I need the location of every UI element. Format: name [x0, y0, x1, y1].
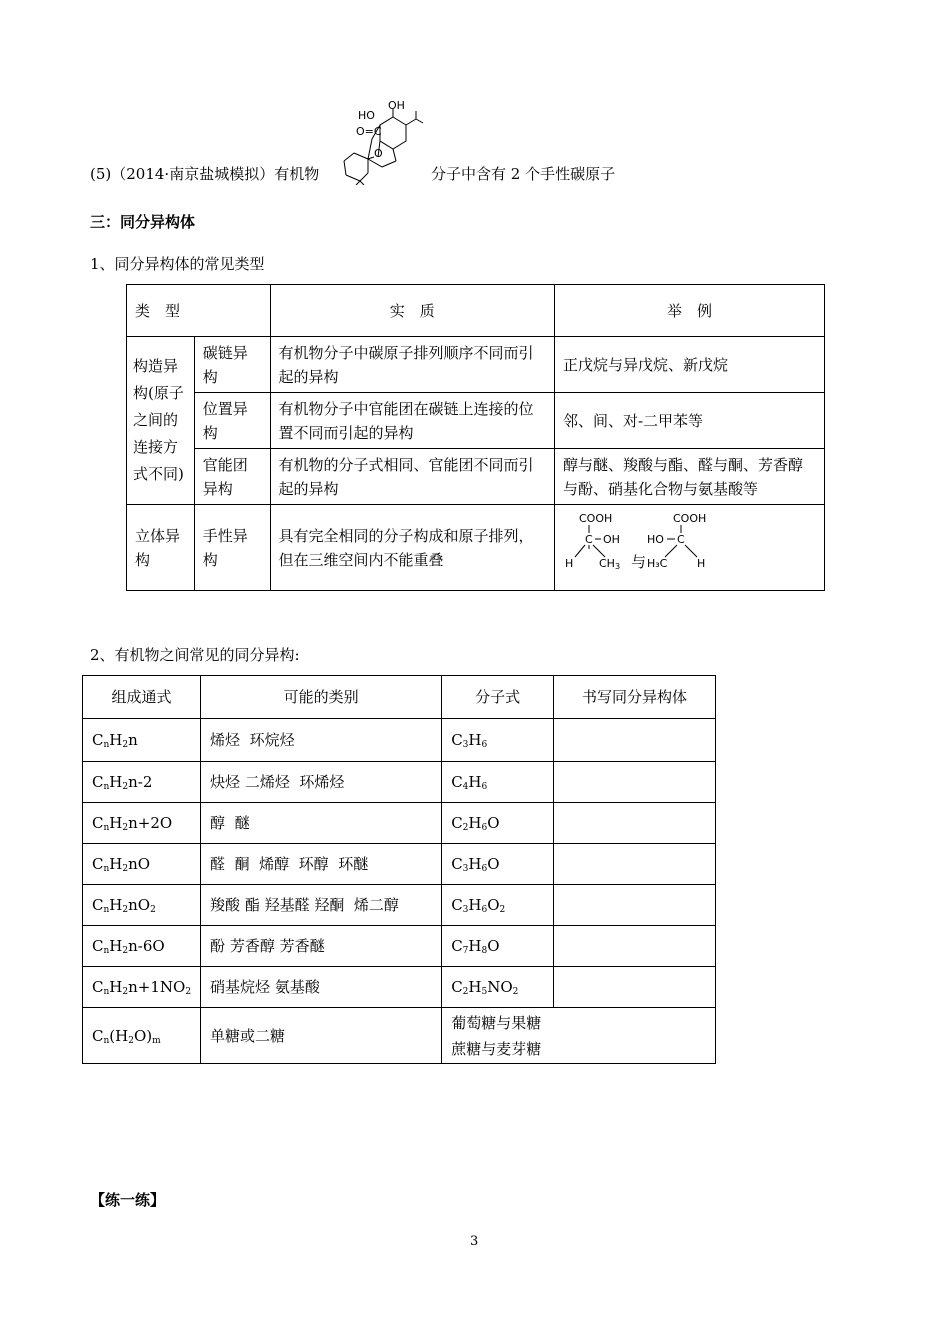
ho-label: HO: [646, 533, 664, 546]
example-cell: 邻、间、对-二甲苯等: [554, 393, 824, 449]
molecular-formula-cell: $C_7H_8O$: [442, 926, 554, 967]
general-formula-cell: $C_nH_2n-6O$: [83, 926, 201, 967]
header-write-isomers: 书写同分异构体: [553, 676, 715, 719]
header-type: 类 型: [127, 285, 271, 337]
classes-cell: 烯烃 环烷烃: [201, 719, 442, 762]
table-row: [83, 762, 716, 803]
general-formula-cell: $C_nH_2n$: [83, 719, 201, 762]
essence-cell: 有机物分子中碳原子排列顺序不同而引起的异构: [270, 337, 554, 393]
write-isomers-cell[interactable]: [553, 803, 715, 844]
header-general-formula: 组成通式: [83, 676, 201, 719]
table-row: [83, 844, 716, 885]
q5-prefix: (5)（2014·南京盐城模拟）有机物: [90, 165, 320, 183]
section-title: 三：同分异构体: [90, 213, 196, 231]
general-formula-cell: $C_nH_2n+2O$: [83, 803, 201, 844]
subtype-cell: 手性异构: [194, 505, 270, 591]
subtype-cell: 位置异构: [194, 393, 270, 449]
classes-cell: 单糖或二糖: [201, 1008, 442, 1064]
example-cell: 正戊烷与异戊烷、新戊烷: [554, 337, 824, 393]
table-row: [83, 885, 716, 926]
write-isomers-cell[interactable]: [553, 762, 715, 803]
practice-title: 【练一练】: [90, 1191, 166, 1209]
c-label: C: [584, 533, 593, 546]
general-formula-cell: $C_nH_2nO$: [83, 844, 201, 885]
ch3-label: CH3: [598, 557, 621, 571]
table-row: [83, 719, 716, 762]
h-label: H: [564, 557, 574, 570]
header-molecular-formula: 分子式: [442, 676, 554, 719]
general-formula-cell: $C_nH_2n-2$: [83, 762, 201, 803]
table-row: [83, 926, 716, 967]
general-formula-cell: $C_n(H_2O)_m$: [83, 1008, 201, 1064]
classes-cell: 羧酸 酯 羟基醛 羟酮 烯二醇: [201, 885, 442, 926]
subsection-title-2: 2、有机物之间常见的同分异构:: [90, 646, 300, 664]
general-formula-cell: $C_nH_2nO_2$: [83, 885, 201, 926]
classes-cell: 酚 芳香醇 芳香醚: [201, 926, 442, 967]
table-row: [83, 803, 716, 844]
essence-cell: 有机物的分子式相同、官能团不同而引起的异构: [270, 449, 554, 505]
chiral-structures: [555, 505, 824, 583]
molecular-formula-cell: $C_2H_5NO_2$: [442, 967, 554, 1008]
chiral-example-cell: [554, 505, 824, 591]
and-label: 与: [630, 553, 646, 571]
mol-co-label: O=C: [356, 125, 382, 138]
subsection-title-1: 1、同分异构体的常见类型: [90, 255, 265, 273]
page-number: 3: [470, 1234, 479, 1249]
cooh-label: COOH: [672, 512, 707, 525]
molecular-formula-cell: $C_3H_6$: [442, 719, 554, 762]
classes-cell: 醛 酮 烯醇 环醇 环醚: [201, 844, 442, 885]
h3c-label: H₃C: [646, 557, 668, 570]
group-stereoisomerism: 立体异构: [127, 505, 195, 591]
subtype-cell: 碳链异构: [194, 337, 270, 393]
classes-cell: 醇 醚: [201, 803, 442, 844]
header-example: 举 例: [554, 285, 824, 337]
molecular-formula-cell: $C_4H_6$: [442, 762, 554, 803]
classes-cell: 硝基烷烃 氨基酸: [201, 967, 442, 1008]
mol-oh-label: OH: [388, 99, 405, 112]
write-isomers-cell[interactable]: [553, 885, 715, 926]
c-label: C: [676, 533, 685, 546]
classes-cell: 炔烃 二烯烃 环烯烃: [201, 762, 442, 803]
general-formula-cell: $C_nH_2n+1NO_2$: [83, 967, 201, 1008]
subtype-cell: 官能团异构: [194, 449, 270, 505]
aromatic-ring: [380, 117, 406, 149]
mol-ho-label: HO: [358, 109, 375, 122]
molecular-formula-cell: 葡萄糖与果糖 蔗糖与麦芽糖: [442, 1008, 716, 1064]
write-isomers-cell[interactable]: [553, 926, 715, 967]
q5-suffix: 分子中含有 2 个手性碳原子: [431, 165, 616, 183]
h-label: H: [696, 557, 706, 570]
write-isomers-cell[interactable]: [553, 967, 715, 1008]
example-cell: 醇与醚、羧酸与酯、醛与酮、芳香醇与酚、硝基化合物与氨基酸等: [554, 449, 824, 505]
mol-o-label: O: [374, 147, 383, 160]
molecular-formula-cell: $C_3H_6O_2$: [442, 885, 554, 926]
isomer-types-table: [126, 284, 825, 591]
molecule-structure: [338, 95, 428, 185]
table-row: [83, 967, 716, 1008]
molecular-formula-cell: $C_3H_6O$: [442, 844, 554, 885]
group-structural-isomerism: 构造异构(原子之间的连接方式不同): [127, 337, 195, 505]
molecular-formula-cell: $C_2H_6O$: [442, 803, 554, 844]
write-isomers-cell[interactable]: [553, 844, 715, 885]
header-classes: 可能的类别: [201, 676, 442, 719]
formula-table-body: [83, 719, 716, 1064]
table-row: [83, 1008, 716, 1064]
cooh-label: COOH: [578, 512, 613, 525]
write-isomers-cell[interactable]: [553, 719, 715, 762]
header-essence: 实 质: [270, 285, 554, 337]
essence-cell: 具有完全相同的分子构成和原子排列，但在三维空间内不能重叠: [270, 505, 554, 591]
essence-cell: 有机物分子中官能团在碳链上连接的位置不同而引起的异构: [270, 393, 554, 449]
isomer-formula-table: [82, 675, 716, 1064]
oh-label: OH: [602, 533, 620, 546]
